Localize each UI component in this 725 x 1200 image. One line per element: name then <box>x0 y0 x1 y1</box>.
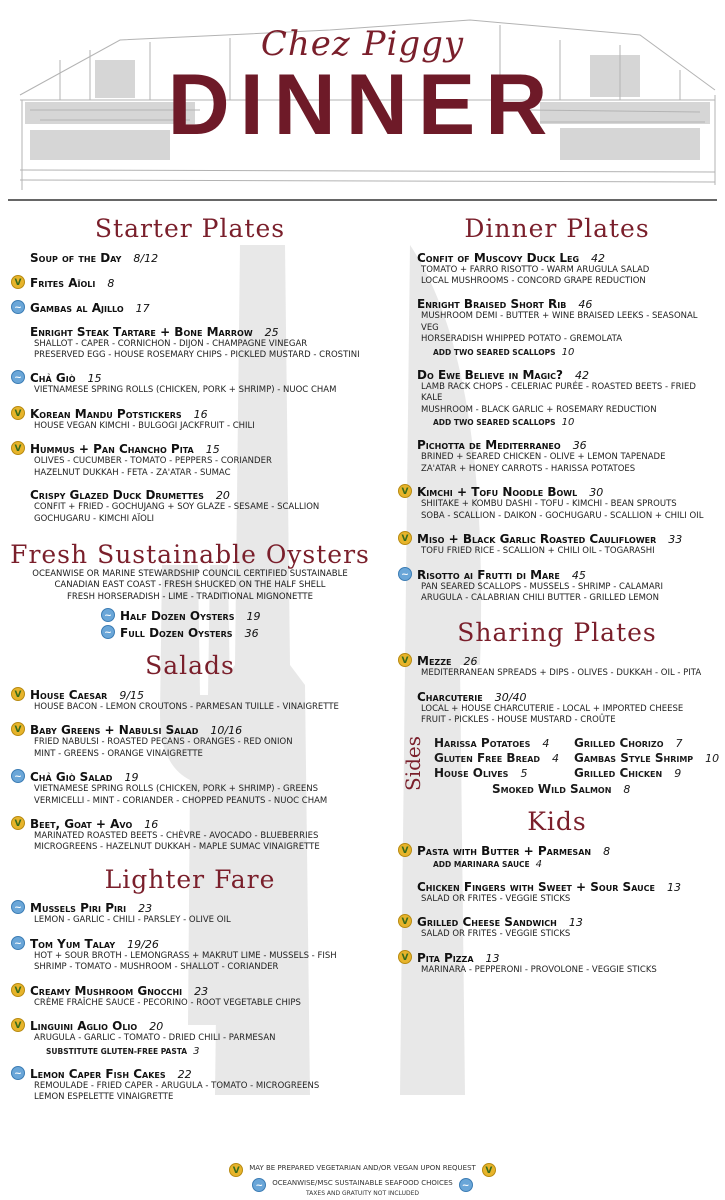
footer-veg-note <box>0 1160 725 1174</box>
item-price: 46 <box>578 298 593 312</box>
item-name <box>417 690 717 704</box>
addon-price: 3 <box>193 1045 200 1057</box>
side-item <box>434 736 574 750</box>
item-description: TOFU FRIED RICE - SCALLION + CHILI OIL - TOGARASHI <box>421 546 655 557</box>
item-description: VIETNAMESE SPRING ROLLS (CHICKEN, PORK + SHRIMP) - NUOC CHAM <box>34 385 337 396</box>
item-name <box>30 371 370 385</box>
item-name-text: Mezze <box>417 654 452 669</box>
side-price: 7 <box>675 737 683 751</box>
seafood-icon: ~ <box>11 370 25 384</box>
side-item <box>574 766 725 780</box>
item-name <box>30 688 370 702</box>
menu-item <box>14 723 370 760</box>
item-description: SALAD OR FRITES - VEGGIE STICKS <box>421 929 571 940</box>
item-price: 8 <box>107 276 115 290</box>
item-name <box>30 442 370 456</box>
item-name <box>30 817 370 831</box>
item-description: MINT - GREENS - ORANGE VINAIGRETTE <box>34 748 203 759</box>
item-name-text: Korean Mandu Potstickers <box>30 406 182 421</box>
item-name-text: Beet, Goat + Avo <box>30 817 133 831</box>
item-name-text: Hummus + Pan Chancho Pita <box>30 442 194 457</box>
item-description: BRINED + SEARED CHICKEN - OLIVE + LEMON TAPENADE <box>421 452 666 463</box>
item-name <box>30 984 370 998</box>
item-name-text: Lemon Caper Fish Cakes <box>30 1066 166 1081</box>
item-price: 8 <box>603 844 611 858</box>
item-description: SHRIMP - TOMATO - MUSHROOM - SHALLOT - CORIANDER <box>34 962 279 973</box>
item-price: 19/26 <box>127 937 159 951</box>
item-name <box>417 951 717 965</box>
item-addon <box>417 417 717 428</box>
side-name: Harissa Potatoes <box>434 736 531 751</box>
item-description: MUSHROOM - BLACK GARLIC + ROSEMARY REDUCTION <box>421 404 657 415</box>
section-description: CANADIAN EAST COAST - FRESH SHUCKED ON THE HALF SHELL <box>54 580 326 591</box>
item-name <box>30 770 370 784</box>
item-name-text: Enright Braised Short Rib <box>417 297 567 312</box>
item-price: 25 <box>264 325 279 339</box>
item-description: MARINARA - PEPPERONI - PROVOLONE - VEGGIE STICKS <box>421 964 657 975</box>
item-name-text: House Caesar <box>30 687 108 702</box>
addon-label: ADD TWO SEARED SCALLOPS <box>433 347 556 357</box>
footer-tax-note: TAXES AND GRATUITY NOT INCLUDED <box>305 1190 419 1197</box>
item-description: TOMATO + FARRO RISOTTO - WARM ARUGULA SALAD <box>421 264 650 275</box>
item-name <box>30 1019 370 1033</box>
item-price: 22 <box>177 1067 192 1081</box>
side-name: Gambas Style Shrimp <box>574 751 694 766</box>
menu-item <box>14 371 370 396</box>
section-title-dinner: Dinner Plates <box>464 214 650 243</box>
item-addon <box>417 347 717 358</box>
vegetarian-icon: V <box>11 722 25 736</box>
item-description: ARUGULA - GARLIC - TOMATO - DRIED CHILI - PARMESAN <box>34 1033 276 1044</box>
vegetarian-icon: V <box>482 1163 496 1177</box>
item-description: HORSERADISH WHIPPED POTATO - GREMOLATA <box>421 334 623 345</box>
item-name-text: Frites Aïoli <box>30 275 96 290</box>
menu-item <box>104 626 370 641</box>
item-description: SALAD OR FRITES - VEGGIE STICKS <box>421 893 571 904</box>
addon-label: ADD MARINARA SAUCE <box>433 859 530 869</box>
item-description: LOCAL MUSHROOMS - CONCORD GRAPE REDUCTION <box>421 275 646 286</box>
item-name-text: Creamy Mushroom Gnocchi <box>30 983 183 998</box>
side-item <box>434 766 574 780</box>
menu-item <box>14 936 370 974</box>
item-price: 33 <box>668 533 683 547</box>
item-description: FRUIT - PICKLES - HOUSE MUSTARD - CROÛTE <box>421 714 616 725</box>
side-price: 4 <box>552 752 560 766</box>
item-description: ZA'ATAR + HONEY CARROTS - HARISSA POTATOES <box>421 463 636 474</box>
item-description: SOBA - SCALLION - DAIKON - GOCHUGARU - SCALLION + CHILI OIL <box>421 510 704 521</box>
item-name-text: Pita Pizza <box>417 950 474 965</box>
item-name <box>30 901 370 915</box>
vegetarian-icon: V <box>398 531 412 545</box>
section-title-starter: Starter Plates <box>94 214 286 243</box>
item-description: LEMON - GARLIC - CHILI - PARSLEY - OLIVE OIL <box>34 915 231 926</box>
vegetarian-icon: V <box>398 653 412 667</box>
side-name: Smoked Wild Salmon <box>492 782 612 797</box>
item-price: 36 <box>244 627 259 641</box>
item-price: 19 <box>124 771 139 785</box>
item-description: CONFIT + FRIED - GOCHUJANG + SOY GLAZE - SESAME - SCALLION <box>34 502 320 513</box>
seafood-icon: ~ <box>11 1066 25 1080</box>
menu-item <box>417 690 717 727</box>
item-description: PRESERVED EGG - HOUSE ROSEMARY CHIPS - PICKLED MUSTARD - CROSTINI <box>34 349 360 360</box>
item-name <box>417 654 717 668</box>
item-description: HAZELNUT DUKKAH - FETA - ZA'ATAR - SUMAC <box>34 467 231 478</box>
menu-item <box>401 485 717 522</box>
menu-item <box>30 325 370 362</box>
seafood-icon: ~ <box>252 1178 266 1192</box>
vegetarian-icon: V <box>11 406 25 420</box>
header-divider <box>8 199 717 201</box>
item-price: 42 <box>574 368 589 382</box>
addon-price: 10 <box>561 346 575 358</box>
menu-item <box>14 901 370 926</box>
item-name <box>30 325 370 339</box>
item-name <box>417 251 717 265</box>
vegetarian-icon: V <box>229 1163 243 1177</box>
item-description: MEDITERRANEAN SPREADS + DIPS - OLIVES - DUKKAH - OIL - PITA <box>421 668 702 679</box>
item-price: 20 <box>149 1020 164 1034</box>
item-name-text: Charcuterie <box>417 689 483 704</box>
item-name <box>417 485 717 499</box>
item-name-text: Confit of Muscovy Duck Leg <box>417 250 580 265</box>
addon-label: SUBSTITUTE GLUTEN-FREE PASTA <box>46 1046 188 1056</box>
section-description: FRESH HORSERADISH - LIME - TRADITIONAL MIGNONETTE <box>67 591 313 602</box>
item-name <box>30 723 370 737</box>
vegetarian-icon: V <box>398 914 412 928</box>
item-description: SHIITAKE + KOMBU DASHI - TOFU - KIMCHI - BEAN SPROUTS <box>421 499 677 510</box>
item-price: 15 <box>87 372 102 386</box>
vegetarian-icon: V <box>11 441 25 455</box>
side-item <box>574 736 725 750</box>
item-name-text: Chả Giò Salad <box>30 770 113 785</box>
vegetarian-icon: V <box>11 983 25 997</box>
item-name-text: Mussels Piri Piri <box>30 901 127 916</box>
item-description: HOUSE BACON - LEMON CROUTONS - PARMESAN TUILLE - VINAIGRETTE <box>34 701 339 712</box>
sides-label: Sides <box>401 736 425 792</box>
item-name-text: Half Dozen Oysters <box>120 609 235 624</box>
item-description: ARUGULA - CALABRIAN CHILI BUTTER - GRILLED LEMON <box>421 593 659 604</box>
menu-item <box>104 609 370 624</box>
item-description: SHALLOT - CAPER - CORNICHON - DIJON - CHAMPAGNE VINEGAR <box>34 338 308 349</box>
footer-sea-text: OCEANWISE/MSC SUSTAINABLE SEAFOOD CHOICES <box>272 1179 453 1187</box>
item-name <box>417 368 717 382</box>
menu-item <box>417 297 717 357</box>
side-price: 10 <box>705 752 720 766</box>
item-description: MARINATED ROASTED BEETS - CHÈVRE - AVOCADO - BLUEBERRIES <box>34 831 319 841</box>
menu-item <box>30 251 370 265</box>
item-name <box>120 609 370 623</box>
item-name-text: Risotto ai Frutti di Mare <box>417 567 560 582</box>
item-description: LAMB RACK CHOPS - CELERIAC PURÉE - ROASTED BEETS - FRIED KALE <box>421 381 696 404</box>
item-name-text: Do Ewe Believe in Magic? <box>417 367 563 382</box>
item-name <box>417 568 717 582</box>
menu-item <box>30 488 370 525</box>
item-name-text: Pasta with Butter + Parmesan <box>417 843 592 858</box>
side-name: Grilled Chorizo <box>574 736 664 751</box>
seafood-icon: ~ <box>11 300 25 314</box>
menu-item <box>14 770 370 807</box>
seafood-icon: ~ <box>101 625 115 639</box>
item-name-text: Kimchi + Tofu Noodle Bowl <box>417 485 578 500</box>
item-name-text: Grilled Cheese Sandwich <box>417 915 557 930</box>
menu-item <box>417 438 717 475</box>
menu-item <box>14 442 370 479</box>
side-name: Grilled Chicken <box>574 766 663 781</box>
item-price: 17 <box>135 301 150 315</box>
item-price: 16 <box>193 407 208 421</box>
left-column <box>10 215 370 1104</box>
section-title-kids: Kids <box>527 807 587 837</box>
item-name-text: Full Dozen Oysters <box>120 626 233 641</box>
menu-item <box>14 300 370 315</box>
vegetarian-icon: V <box>398 950 412 964</box>
item-description: OLIVES - CUCUMBER - TOMATO - PEPPERS - CORIANDER <box>34 456 272 467</box>
menu-item <box>14 817 370 854</box>
item-price: 15 <box>205 443 220 457</box>
item-price: 20 <box>215 489 230 503</box>
item-name <box>30 1067 370 1081</box>
item-description: LEMON ESPELETTE VINAIGRETTE <box>34 1092 174 1103</box>
item-price: 42 <box>591 251 606 265</box>
item-name <box>30 301 370 315</box>
menu-item <box>417 251 717 288</box>
item-price: 23 <box>194 984 209 998</box>
item-name-text: Pichotta de Mediterraneo <box>417 438 561 453</box>
side-item <box>434 751 574 765</box>
item-description: VERMICELLI - MINT - CORIANDER - CHOPPED PEANUTS - NUOC CHAM <box>34 795 328 806</box>
item-price: 13 <box>568 916 583 930</box>
item-name-text: Tom Yum Talay <box>30 936 116 951</box>
sides-grid <box>434 736 720 781</box>
item-price: 10/16 <box>210 724 243 738</box>
item-description: LOCAL + HOUSE CHARCUTERIE - LOCAL + IMPORTED CHEESE <box>421 703 684 714</box>
item-name <box>417 880 717 894</box>
item-name <box>30 488 370 502</box>
item-name <box>30 937 370 951</box>
item-description: CRÈME FRAÎCHE SAUCE - PECORINO - ROOT VEGETABLE CHIPS <box>34 997 301 1008</box>
vegetarian-icon: V <box>11 275 25 289</box>
item-name <box>120 626 370 640</box>
section-title-sharing: Sharing Plates <box>457 617 657 647</box>
vegetarian-icon: V <box>11 816 25 830</box>
item-name-text: Linguini Aglio Olio <box>30 1019 138 1034</box>
item-description: VIETNAMESE SPRING ROLLS (CHICKEN, PORK + SHRIMP) - GREENS <box>34 784 319 795</box>
side-price: 9 <box>674 767 682 781</box>
item-price: 19 <box>246 610 261 624</box>
section-title-oysters: Fresh Sustainable Oysters <box>10 540 370 570</box>
side-item <box>492 782 717 796</box>
menu-item <box>401 950 717 976</box>
restaurant-logo: Chez Piggy <box>260 24 465 64</box>
item-name-text: Crispy Glazed Duck Drumettes <box>30 488 204 503</box>
item-name <box>417 297 717 311</box>
page-title: DINNER <box>167 57 558 153</box>
item-name-text: Miso + Black Garlic Roasted Cauliflower <box>417 532 657 547</box>
item-addon <box>417 859 717 870</box>
menu-item <box>401 915 717 940</box>
side-name: House Olives <box>434 766 509 781</box>
menu-item <box>417 368 717 428</box>
vegetarian-icon: V <box>11 687 25 701</box>
menu-item <box>14 275 370 290</box>
menu-item <box>401 654 717 679</box>
seafood-icon: ~ <box>398 567 412 581</box>
item-name <box>417 532 717 546</box>
item-description: GOCHUGARU - KIMCHI AÏOLI <box>34 513 155 524</box>
item-price: 8/12 <box>133 251 159 265</box>
seafood-icon: ~ <box>11 936 25 950</box>
item-price: 13 <box>666 880 681 894</box>
item-name-text: Soup of the Day <box>30 250 122 265</box>
item-name <box>417 844 717 858</box>
seafood-icon: ~ <box>101 608 115 622</box>
seafood-icon: ~ <box>11 769 25 783</box>
sides-block <box>397 736 720 797</box>
item-description: MUSHROOM DEMI - BUTTER + WINE BRAISED LEEKS - SEASONAL VEG <box>421 311 698 333</box>
right-column <box>397 214 720 976</box>
item-name <box>417 438 717 452</box>
item-name-text: Chicken Fingers with Sweet + Sour Sauce <box>417 879 655 894</box>
footer-veg-text: MAY BE PREPARED VEGETARIAN AND/OR VEGAN UPON REQUEST <box>249 1164 476 1172</box>
vegetarian-icon: V <box>398 843 412 857</box>
item-description: PAN SEARED SCALLOPS - MUSSELS - SHRIMP - CALAMARI <box>421 581 664 592</box>
seafood-icon: ~ <box>459 1178 473 1192</box>
item-name-text: Gambas al Ajillo <box>30 300 124 315</box>
item-description: REMOULADE - FRIED CAPER - ARUGULA - TOMATO - MICROGREENS <box>34 1080 320 1091</box>
section-title-salads: Salads <box>145 651 235 681</box>
item-price: 30 <box>589 486 604 500</box>
item-description: HOT + SOUR BROTH - LEMONGRASS + MAKRUT LIME - MUSSELS - FISH <box>34 950 337 961</box>
side-price: 4 <box>542 737 550 751</box>
item-description: HOUSE VEGAN KIMCHI - BULGOGI JACKFRUIT - CHILI <box>34 420 255 431</box>
menu-item <box>14 406 370 432</box>
item-price: 30/40 <box>494 690 527 704</box>
item-description: FRIED NABULSI - ROASTED PECANS - ORANGES - RED ONION <box>34 737 293 748</box>
menu-item <box>401 532 717 557</box>
item-name <box>30 251 370 265</box>
item-price: 45 <box>571 568 586 582</box>
addon-price: 10 <box>561 417 575 429</box>
menu-item <box>417 880 717 905</box>
item-price: 9/15 <box>119 688 145 702</box>
item-price: 26 <box>463 655 478 669</box>
vegetarian-icon: V <box>398 484 412 498</box>
item-price: 16 <box>144 818 159 831</box>
section-description: OCEANWISE OR MARINE STEWARDSHIP COUNCIL CERTIFIED SUSTAINABLE <box>32 568 348 579</box>
item-name-text: Baby Greens + Nabulsi Salad <box>30 723 199 738</box>
menu-item <box>401 567 717 605</box>
menu-item <box>401 843 717 870</box>
item-price: 23 <box>138 902 153 916</box>
item-name <box>30 407 370 421</box>
section-title-lighter: Lighter Fare <box>104 864 276 894</box>
menu-item <box>14 1066 370 1104</box>
addon-label: ADD TWO SEARED SCALLOPS <box>433 418 556 428</box>
item-price: 36 <box>572 439 587 453</box>
menu-item <box>14 1019 370 1057</box>
side-price: 8 <box>623 783 631 797</box>
side-price: 5 <box>520 767 528 781</box>
addon-price: 4 <box>535 858 543 870</box>
item-addon <box>30 1046 370 1057</box>
menu-header <box>0 0 725 195</box>
item-price: 13 <box>485 951 500 965</box>
side-item <box>574 751 725 765</box>
menu-item <box>14 687 370 713</box>
item-description: MICROGREENS - HAZELNUT DUKKAH - MAPLE SUMAC VINAIGRETTE <box>34 842 320 853</box>
seafood-icon: ~ <box>11 900 25 914</box>
item-name <box>417 915 717 929</box>
footer-seafood-note <box>0 1175 725 1189</box>
side-name: Gluten Free Bread <box>434 751 541 766</box>
item-name-text: Chả Giò <box>30 371 76 386</box>
item-name <box>30 276 370 290</box>
menu-item <box>14 983 370 1009</box>
vegetarian-icon: V <box>11 1018 25 1032</box>
item-name-text: Enright Steak Tartare + Bone Marrow <box>30 324 253 339</box>
